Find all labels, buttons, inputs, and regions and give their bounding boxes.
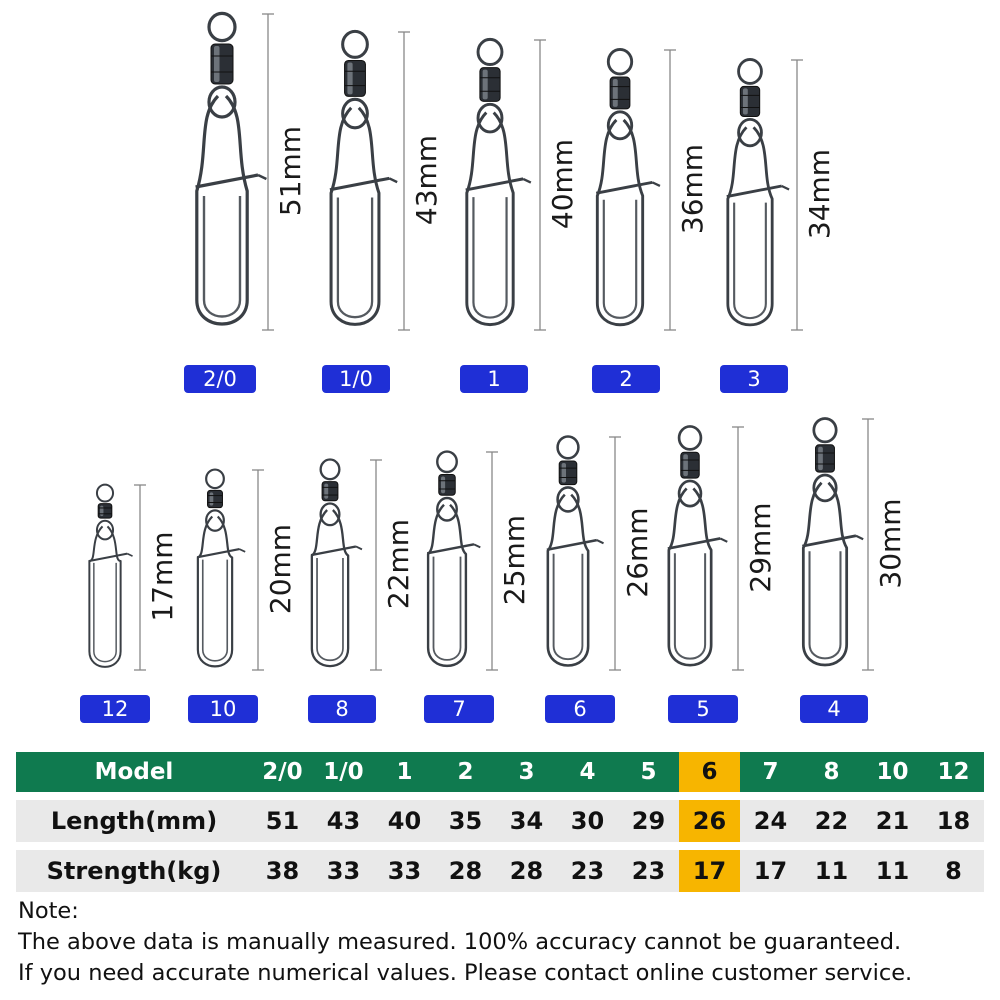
- length-cell-3: 35: [435, 800, 496, 842]
- model-col-4: 3: [496, 752, 557, 792]
- length-ruler-1: [398, 32, 410, 330]
- model-col-10: 10: [862, 752, 923, 792]
- model-badge-10: 5: [668, 695, 738, 723]
- model-col-3: 2: [435, 752, 496, 792]
- swivel-snap-0: [196, 13, 267, 324]
- swivel-snap-8: [427, 452, 480, 666]
- strength-cell-9: 11: [801, 850, 862, 892]
- swivel-snap-11: [802, 418, 863, 665]
- model-col-7: 6: [679, 752, 740, 792]
- length-cell-10: 21: [862, 800, 923, 842]
- swivel-snap-9: [547, 436, 604, 665]
- model-badge-3: 2: [592, 365, 660, 393]
- model-badge-0: 2/0: [184, 365, 256, 393]
- length-ruler-8: [486, 452, 498, 670]
- length-label-1: 43mm: [410, 134, 443, 226]
- strength-cell-4: 28: [496, 850, 557, 892]
- length-ruler-0: [262, 14, 274, 330]
- length-ruler-10: [732, 427, 744, 670]
- length-label-7: 22mm: [382, 518, 415, 610]
- model-badge-4: 3: [720, 365, 788, 393]
- model-header-label: Model: [16, 752, 252, 792]
- spec-table: [16, 744, 984, 900]
- length-ruler-7: [370, 460, 382, 670]
- length-ruler-6: [252, 470, 264, 670]
- table-header-row: [16, 752, 984, 792]
- swivel-snap-3: [596, 49, 660, 324]
- swivel-snap-5: [89, 485, 133, 667]
- length-cell-9: 22: [801, 800, 862, 842]
- length-label-2: 40mm: [546, 138, 579, 230]
- length-label-0: 51mm: [274, 125, 307, 217]
- strength-cell-1: 33: [313, 850, 374, 892]
- model-badge-8: 7: [424, 695, 494, 723]
- swivel-snap-6: [197, 470, 245, 667]
- strength-cell-0: 38: [252, 850, 313, 892]
- note-line-1: The above data is manually measured. 100% accuracy cannot be guaranteed.: [18, 929, 902, 955]
- swivel-snap-1: [330, 31, 397, 324]
- length-ruler-5: [134, 485, 146, 670]
- swivel-snap-2: [466, 39, 531, 324]
- model-badge-9: 6: [545, 695, 615, 723]
- model-badge-5: 12: [80, 695, 150, 723]
- swivel-snap-10: [668, 426, 727, 665]
- model-col-6: 5: [618, 752, 679, 792]
- strength-cell-6: 23: [618, 850, 679, 892]
- length-row-label: Length(mm): [16, 800, 252, 842]
- strength-row-label: Strength(kg): [16, 850, 252, 892]
- swivel-snap-4: [727, 59, 789, 324]
- length-cell-1: 43: [313, 800, 374, 842]
- length-label-5: 17mm: [146, 531, 179, 622]
- model-col-2: 1: [374, 752, 435, 792]
- model-col-0: 2/0: [252, 752, 313, 792]
- strength-row: [16, 850, 984, 892]
- length-cell-4: 34: [496, 800, 557, 842]
- strength-cell-11: 8: [923, 850, 984, 892]
- model-col-9: 8: [801, 752, 862, 792]
- length-ruler-11: [862, 419, 874, 670]
- strength-cell-2: 33: [374, 850, 435, 892]
- length-ruler-4: [791, 60, 803, 330]
- note-block: [18, 896, 993, 989]
- model-col-1: 1/0: [313, 752, 374, 792]
- strength-cell-8: 17: [740, 850, 801, 892]
- length-cell-0: 51: [252, 800, 313, 842]
- length-label-4: 34mm: [803, 148, 836, 240]
- length-cell-11: 18: [923, 800, 984, 842]
- model-badge-2: 1: [460, 365, 528, 393]
- length-cell-8: 24: [740, 800, 801, 842]
- length-label-11: 30mm: [874, 498, 907, 589]
- length-label-10: 29mm: [744, 502, 777, 593]
- strength-cell-7: 17: [679, 850, 740, 892]
- length-row: [16, 800, 984, 842]
- length-ruler-9: [609, 437, 621, 670]
- model-badge-11: 4: [800, 695, 868, 723]
- model-col-8: 7: [740, 752, 801, 792]
- model-col-11: 12: [923, 752, 984, 792]
- length-label-9: 26mm: [621, 507, 654, 598]
- length-ruler-2: [534, 40, 546, 330]
- length-cell-6: 29: [618, 800, 679, 842]
- length-cell-2: 40: [374, 800, 435, 842]
- strength-cell-5: 23: [557, 850, 618, 892]
- length-ruler-3: [664, 50, 676, 330]
- note-title: Note:: [18, 898, 79, 924]
- note-line-2: If you need accurate numerical values. Please contact online customer service.: [18, 960, 913, 986]
- length-label-6: 20mm: [264, 523, 297, 615]
- model-badge-6: 10: [188, 695, 258, 723]
- model-badge-7: 8: [308, 695, 376, 723]
- model-col-5: 4: [557, 752, 618, 792]
- length-label-3: 36mm: [676, 143, 709, 235]
- strength-cell-10: 11: [862, 850, 923, 892]
- length-label-8: 25mm: [498, 514, 531, 606]
- length-cell-7: 26: [679, 800, 740, 842]
- model-badge-1: 1/0: [322, 365, 390, 393]
- strength-cell-3: 28: [435, 850, 496, 892]
- swivel-snap-7: [311, 460, 362, 667]
- length-cell-5: 30: [557, 800, 618, 842]
